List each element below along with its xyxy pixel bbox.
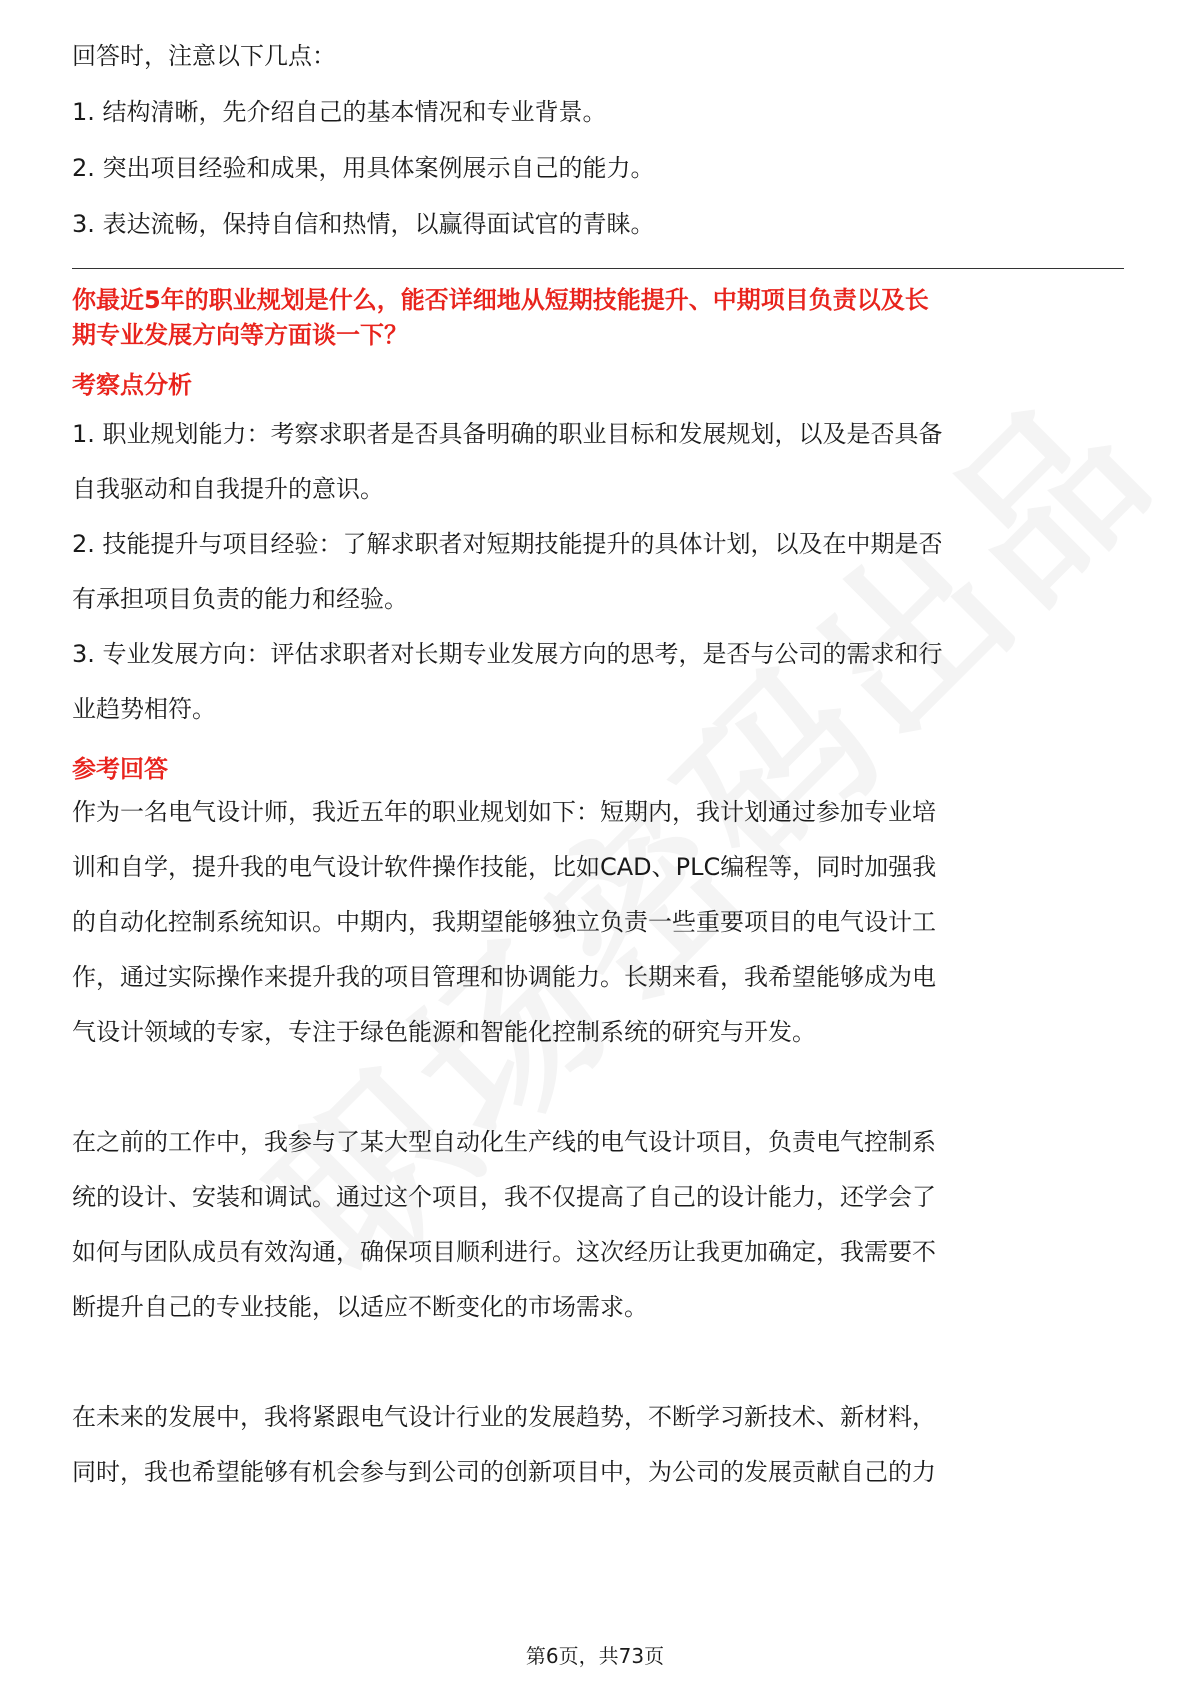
intro-section <box>72 40 1124 240</box>
intro-point: 1. 结构清晰，先介绍自己的基本情况和专业背景。 <box>72 98 607 126</box>
question-line: 期专业发展方向等方面谈一下？ <box>72 321 408 349</box>
answer-line: 气设计领域的专家，专注于绿色能源和智能化控制系统的研究与开发。 <box>72 1018 816 1046</box>
analysis-title: 考察点分析 <box>72 371 192 399</box>
question-line: 你最近5年的职业规划是什么，能否详细地从短期技能提升、中期项目负责以及长 <box>72 286 929 314</box>
analysis-line: 有承担项目负责的能力和经验。 <box>72 585 408 613</box>
interview-question <box>72 283 1124 353</box>
page-number: 第6页，共73页 <box>525 1644 665 1668</box>
section-divider <box>72 268 1124 269</box>
analysis-line: 1. 职业规划能力：考察求职者是否具备明确的职业目标和发展规划，以及是否具备 <box>72 420 943 448</box>
answer-title: 参考回答 <box>72 755 168 783</box>
analysis-section <box>72 407 1124 737</box>
answer-line: 断提升自己的专业技能，以适应不断变化的市场需求。 <box>72 1293 648 1321</box>
intro-point: 3. 表达流畅，保持自信和热情，以赢得面试官的青睐。 <box>72 210 655 238</box>
answer-line: 作为一名电气设计师，我近五年的职业规划如下：短期内，我计划通过参加专业培 <box>72 798 936 826</box>
answer-line: 在之前的工作中，我参与了某大型自动化生产线的电气设计项目，负责电气控制系 <box>72 1128 936 1156</box>
answer-line: 在未来的发展中，我将紧跟电气设计行业的发展趋势，不断学习新技术、新材料， <box>72 1403 936 1431</box>
intro-point: 2. 突出项目经验和成果，用具体案例展示自己的能力。 <box>72 154 655 182</box>
intro-heading: 回答时，注意以下几点： <box>72 42 336 70</box>
answer-line: 训和自学，提升我的电气设计软件操作技能，比如CAD、PLC编程等，同时加强我 <box>72 853 937 881</box>
analysis-line: 业趋势相符。 <box>72 695 216 723</box>
analysis-line: 2. 技能提升与项目经验：了解求职者对短期技能提升的具体计划，以及在中期是否 <box>72 530 943 558</box>
answer-line: 的自动化控制系统知识。中期内，我期望能够独立负责一些重要项目的电气设计工 <box>72 908 936 936</box>
analysis-line: 3. 专业发展方向：评估求职者对长期专业发展方向的思考，是否与公司的需求和行 <box>72 640 943 668</box>
answer-line: 统的设计、安装和调试。通过这个项目，我不仅提高了自己的设计能力，还学会了 <box>72 1183 936 1211</box>
answer-line: 如何与团队成员有效沟通，确保项目顺利进行。这次经历让我更加确定，我需要不 <box>72 1238 936 1266</box>
answer-line: 作，通过实际操作来提升我的项目管理和协调能力。长期来看，我希望能够成为电 <box>72 963 936 991</box>
page-content <box>72 40 1124 1500</box>
analysis-line: 自我驱动和自我提升的意识。 <box>72 475 384 503</box>
answer-line: 同时，我也希望能够有机会参与到公司的创新项目中，为公司的发展贡献自己的力 <box>72 1458 936 1486</box>
answer-section <box>72 785 1124 1500</box>
